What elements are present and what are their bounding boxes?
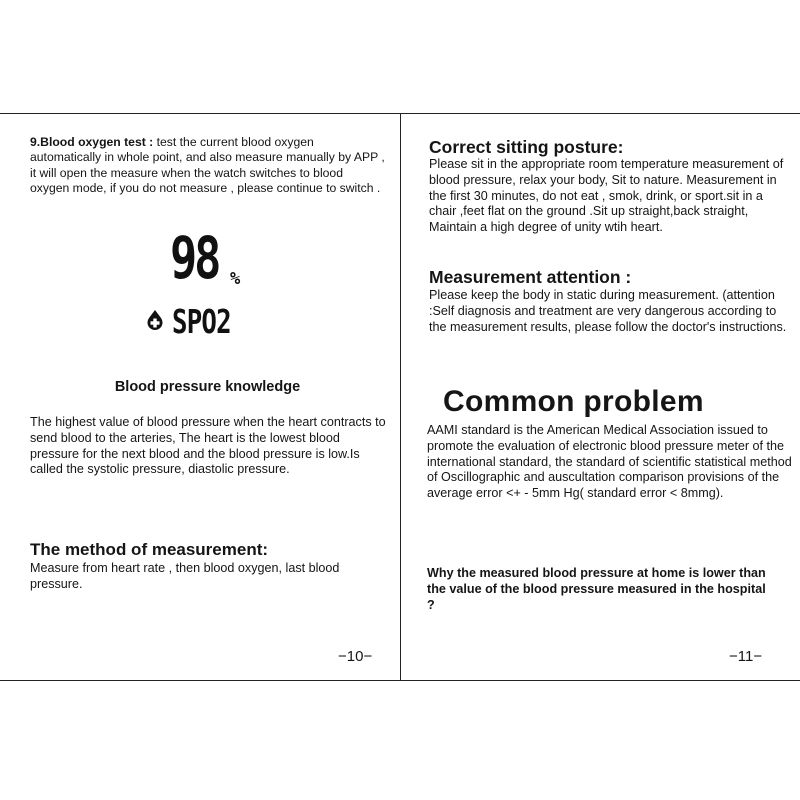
blood-oxygen-test-title: 9.Blood oxygen test : [30, 135, 154, 149]
spo2-value: 98 [170, 224, 219, 292]
blood-drop-icon [144, 309, 166, 331]
blood-oxygen-test-text: test the current blood oxygen automatically in whole point, and also measure manually by APP , it will open the measure when the watch switches to blood oxygen mode, if you do not measure , please continue to switch . [30, 135, 385, 196]
common-problem-heading: Common problem [443, 385, 704, 418]
spo2-unit: % [230, 269, 241, 289]
page-number-right: −11− [729, 648, 763, 665]
question-text: Why the measured blood pressure at home is lower than the value of the blood pressure measured in the hospital ? [427, 566, 766, 612]
attention-text: Please keep the body in static during measurement. (attention :Self diagnosis and treatment are very dangerous according to the measurement results, please follow the doctor's instructions. [429, 288, 787, 334]
bp-knowledge-text: The highest value of blood pressure when the heart contracts to send blood to the arteries, The heart is the lowest blood pressure for the next blood and the blood pressure is low.Is called the systolic pressure, diastolic pressure. [30, 415, 386, 477]
method-heading: The method of measurement: [30, 540, 269, 559]
posture-text: Please sit in the appropriate room temperature measurement of blood pressure, relax your body, Sit to nature. Measurement in the first 30 minutes, do not eat , smok, drink, or sport.sit in a chair ,feet flat on the ground .Sit up straight,back straight, Maintain a high degree of unity wtih heart. [429, 157, 784, 235]
aami-standard-text: AAMI standard is the American Medical Association issued to promote the evaluation of electronic blood pressure meter of the international standard, the standard of scientific statistical method of Oscillographic and auscultation comparison provisions of the average error <+ - 5mm Hg( standard error < 8mmg). [427, 423, 792, 501]
left-page [0, 113, 400, 681]
blood-oxygen-test-paragraph [30, 135, 385, 197]
spo2-label: SPO2 [172, 302, 231, 341]
page-number-left: −10− [338, 648, 373, 665]
attention-heading: Measurement attention : [429, 267, 632, 287]
right-page [401, 113, 800, 681]
posture-heading: Correct sitting posture: [429, 137, 624, 157]
method-text: Measure from heart rate , then blood oxygen, last blood pressure. [30, 561, 340, 591]
bp-knowledge-heading: Blood pressure knowledge [114, 379, 301, 395]
